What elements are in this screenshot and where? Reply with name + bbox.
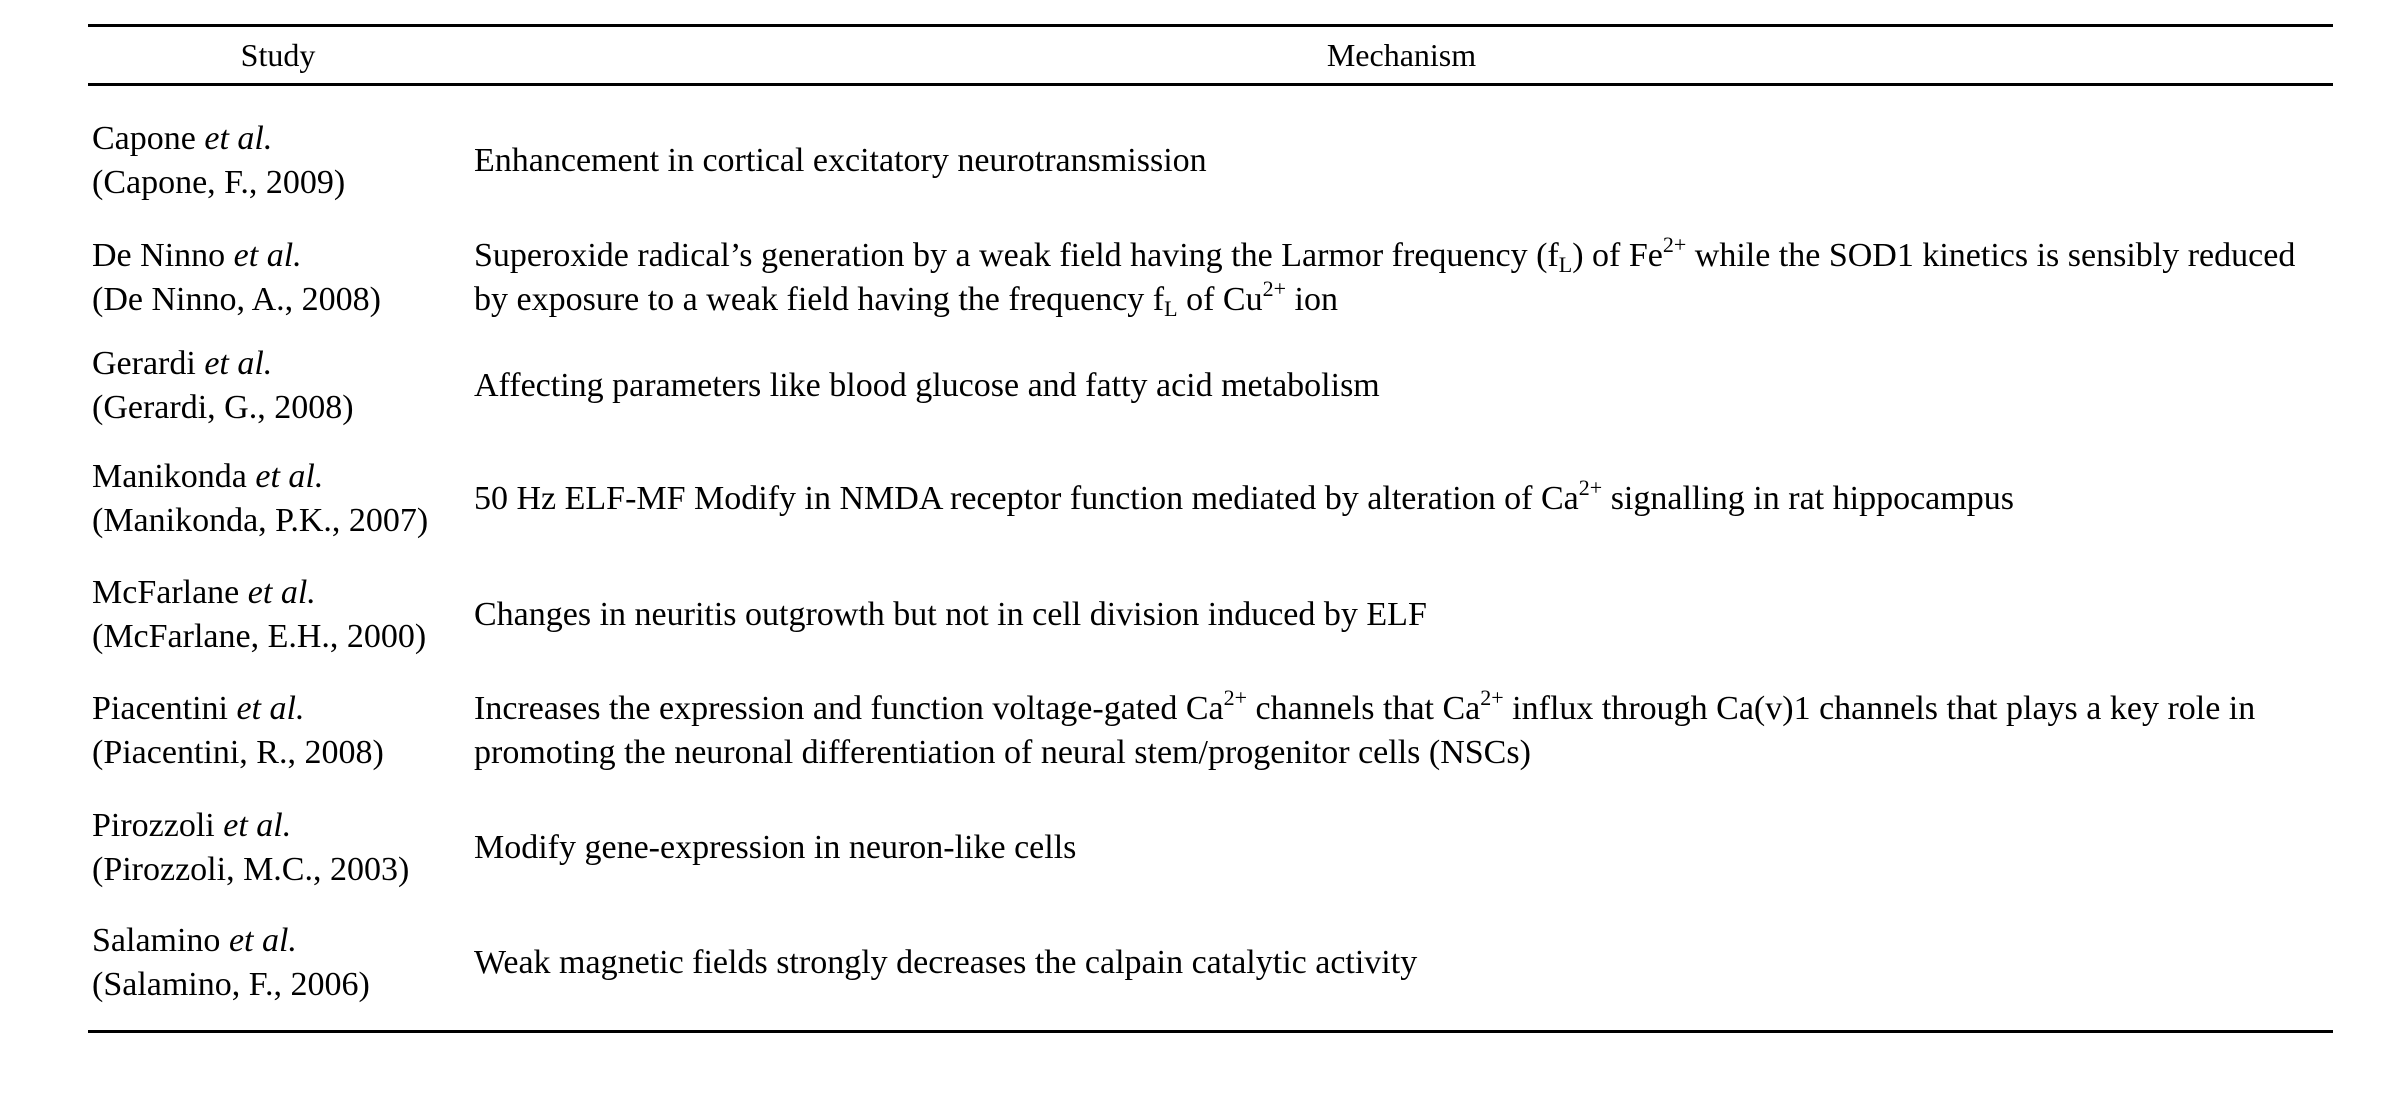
superscript: 2+ (1662, 232, 1687, 257)
mechanism-text: Superoxide radical’s generation by a weak field having the Larmor frequency (f (474, 237, 1559, 274)
mechanism-cell (474, 941, 2333, 985)
superscript: 2+ (1480, 685, 1504, 710)
mechanism-cell (474, 826, 2333, 870)
author-name: Piacentini (92, 690, 228, 727)
subscript: L (1558, 252, 1573, 277)
mechanism-text: while the SOD1 kinetics is sensibly reduced by exposure to a weak field having the frequency f (474, 237, 2296, 318)
mechanism-text: channels that Ca (1247, 690, 1481, 727)
et-al: et al. (204, 120, 273, 157)
author-name: Salamino (92, 922, 221, 959)
et-al: et al. (255, 458, 324, 495)
study-cell (88, 234, 474, 322)
table-row (88, 98, 2333, 224)
author-name: Manikonda (92, 458, 247, 495)
citation: (De Ninno, A., 2008) (92, 281, 381, 318)
citation: (Piacentini, R., 2008) (92, 734, 384, 771)
study-cell (88, 571, 474, 659)
study-cell (88, 455, 474, 543)
mechanism-text: influx through Ca(v)1 channels that plays a key role in promoting the neuronal differentiation of neural stem/progenitor cells (NSCs) (474, 690, 2256, 771)
mechanism-text: ) of Fe (1572, 237, 1663, 274)
mechanism-text: Weak magnetic fields strongly decreases the calpain catalytic activity (474, 944, 1418, 981)
table-row (88, 790, 2333, 906)
mechanism-text: Modify gene-expression in neuron-like cells (474, 829, 1077, 866)
et-al: et al. (247, 574, 316, 611)
mechanism-cell (474, 477, 2333, 521)
superscript: 2+ (1223, 685, 1248, 710)
superscript: 2+ (1578, 475, 1603, 500)
table-row (88, 906, 2333, 1020)
table-row (88, 672, 2333, 790)
mechanism-text: of Cu (1177, 281, 1263, 318)
table-row (88, 558, 2333, 672)
header-mechanism: Mechanism (1326, 36, 1477, 73)
author-name: McFarlane (92, 574, 240, 611)
table-row (88, 440, 2333, 558)
citation: (Salamino, F., 2006) (92, 966, 370, 1003)
mechanism-text: signalling in rat hippocampus (1602, 480, 2014, 517)
studies-table (88, 24, 2333, 1033)
mechanism-text: Changes in neuritis outgrowth but not in cell division induced by ELF (474, 596, 1427, 633)
mechanism-cell (474, 364, 2333, 408)
study-cell (88, 919, 474, 1007)
table-header (88, 27, 2333, 83)
mechanism-text: Affecting parameters like blood glucose and fatty acid metabolism (474, 367, 1380, 404)
author-name: De Ninno (92, 237, 226, 274)
study-cell (88, 117, 474, 205)
citation: (Gerardi, G., 2008) (92, 389, 354, 426)
study-cell (88, 687, 474, 775)
author-name: Gerardi (92, 345, 196, 382)
author-name: Pirozzoli (92, 807, 215, 844)
mechanism-cell (474, 139, 2333, 183)
citation: (McFarlane, E.H., 2000) (92, 618, 427, 655)
header-rule (88, 83, 2333, 86)
mechanism-cell (474, 234, 2333, 322)
mechanism-text: ion (1286, 281, 1338, 318)
et-al: et al. (204, 345, 273, 382)
mechanism-text: 50 Hz ELF-MF Modify in NMDA receptor function mediated by alteration of Ca (474, 480, 1579, 517)
study-cell (88, 342, 474, 430)
author-name: Capone (92, 120, 196, 157)
citation: (Capone, F., 2009) (92, 164, 346, 201)
mechanism-cell (474, 687, 2333, 775)
table-row (88, 224, 2333, 332)
et-al: et al. (233, 237, 302, 274)
et-al: et al. (223, 807, 292, 844)
study-cell (88, 804, 474, 892)
citation: (Manikonda, P.K., 2007) (92, 502, 429, 539)
bottom-rule (88, 1030, 2333, 1033)
header-study: Study (240, 36, 316, 73)
citation: (Pirozzoli, M.C., 2003) (92, 851, 410, 888)
mechanism-text: Enhancement in cortical excitatory neurotransmission (474, 142, 1207, 179)
mechanism-cell (474, 593, 2333, 637)
et-al: et al. (228, 922, 297, 959)
superscript: 2+ (1262, 276, 1287, 301)
mechanism-text: Increases the expression and function voltage-gated Ca (474, 690, 1224, 727)
subscript: L (1164, 296, 1178, 321)
et-al: et al. (236, 690, 305, 727)
table-row (88, 332, 2333, 440)
